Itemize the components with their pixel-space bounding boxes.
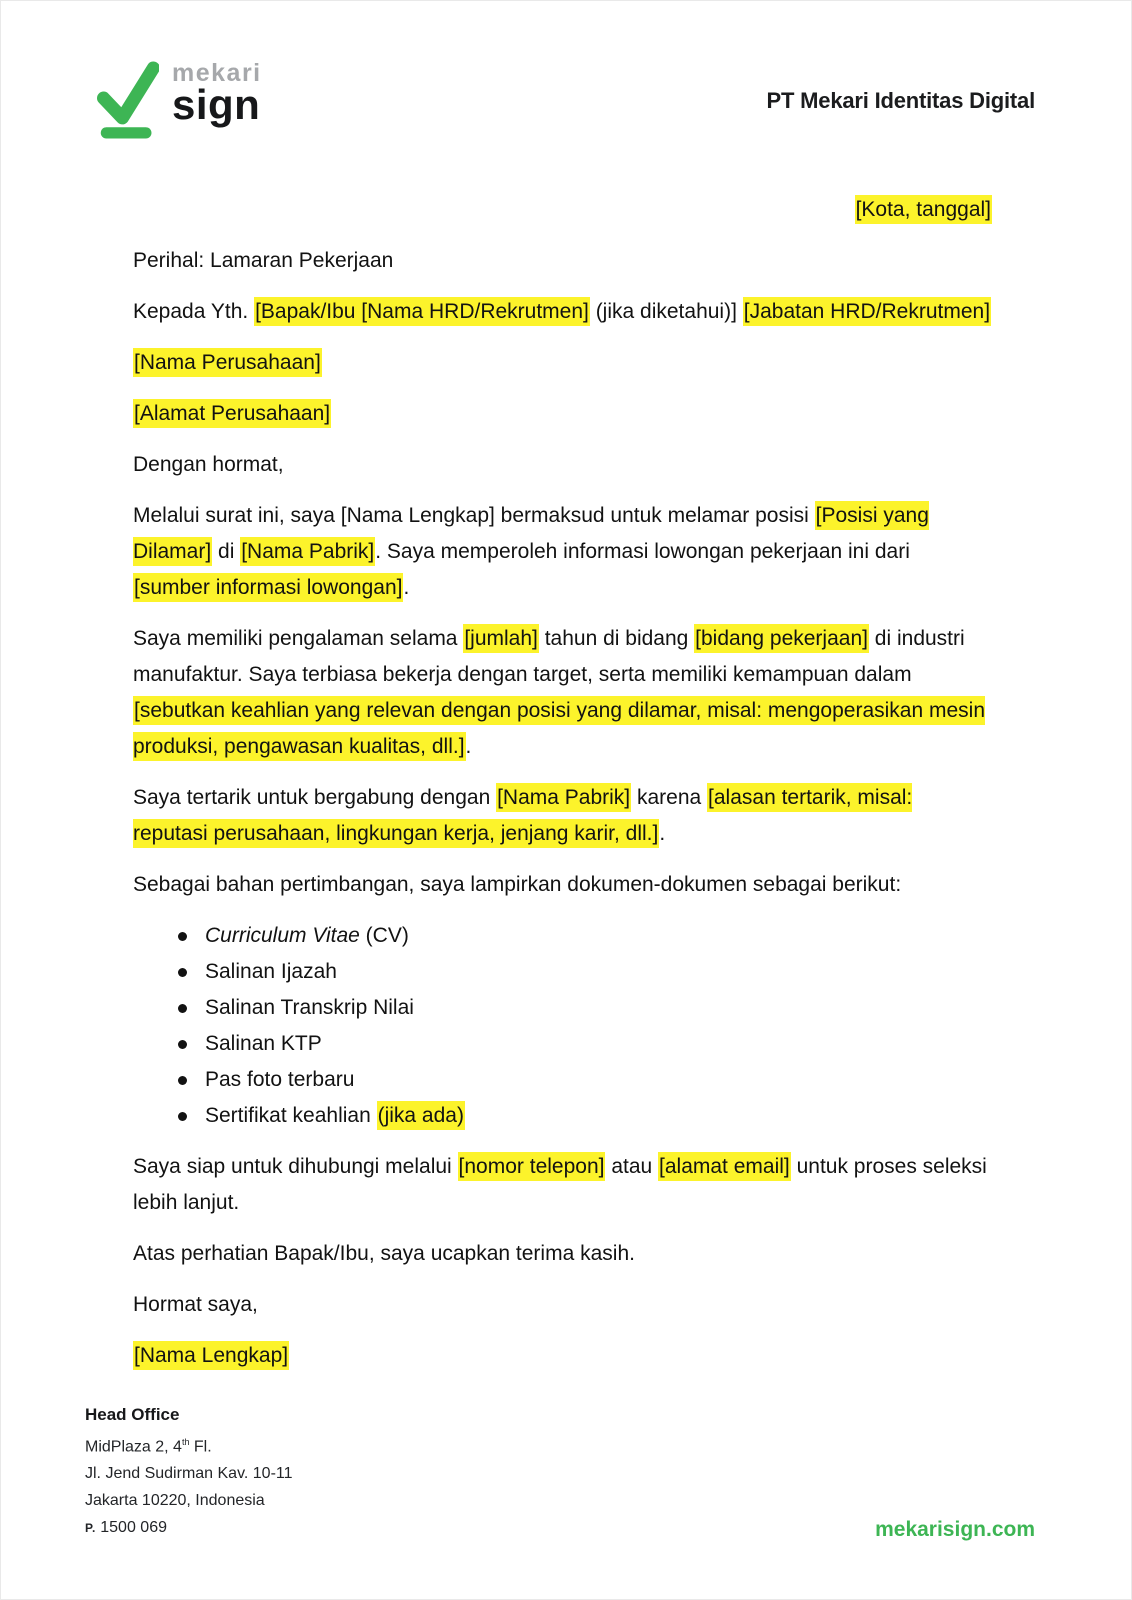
placeholder-highlight: [sumber informasi lowongan] [133,573,403,602]
head-office-label: Head Office [85,1405,180,1424]
text-segment: di [212,540,241,563]
text-segment: Salinan Transkrip Nilai [205,996,414,1019]
logo-sign-text: sign [172,81,261,128]
address-line [85,1460,293,1487]
text-segment: Sebagai bahan pertimbangan, saya lampirkan dokumen-dokumen sebagai berikut: [133,873,902,896]
company-name-placeholder [133,345,992,381]
text-segment: th [181,1437,190,1447]
address-line [85,1429,293,1460]
text-segment: Saya memiliki pengalaman selama [133,627,464,650]
text-segment: . Saya memperoleh informasi lowongan pekerjaan ini dari [375,540,910,563]
subject-line [133,243,992,279]
text-segment: Sertifikat keahlian [205,1104,377,1127]
placeholder-highlight: [Posisi yang Dilamar] [133,501,929,566]
list-item [205,1098,992,1134]
phone-number: 1500 069 [100,1519,167,1537]
letter-body [133,177,992,1389]
thanks-paragraph [133,1236,992,1272]
placeholder-highlight: [alamat email] [658,1152,791,1181]
list-item [205,990,992,1026]
list-item [205,918,992,954]
logo-wordmark [172,60,262,126]
text-segment: . [465,735,472,758]
list-item [205,954,992,990]
text-segment: Fl. [189,1438,212,1456]
logo-underline [101,127,152,138]
address-line [85,1487,293,1514]
placeholder-highlight: [bidang pekerjaan] [694,624,869,653]
text-segment: Kepada Yth. [133,300,255,323]
text-segment: Jl. Jend Sudirman Kav. 10-11 [85,1465,293,1483]
text-segment: atau [605,1155,659,1178]
placeholder-highlight: (jika ada) [377,1101,465,1130]
text-segment: Jakarta 10220, Indonesia [85,1492,265,1510]
text-segment: tahun di bidang [538,627,695,650]
placeholder-highlight: [Kota, tanggal] [855,195,992,224]
logo-mekari-text: mekari [172,59,262,87]
text-segment: . [659,822,666,845]
placeholder-highlight: [jumlah] [463,624,539,653]
text-segment: . [403,576,410,599]
date-line [133,192,992,228]
text-segment: karena [631,786,708,809]
placeholder-highlight: [Nama Perusahaan] [133,348,322,377]
recipient-line [133,294,992,330]
placeholder-highlight: [Bapak/Ibu [Nama HRD/Rekrutmen] [254,297,590,326]
placeholder-highlight: [Nama Pabrik] [240,537,375,566]
closing [133,1287,992,1323]
text-segment: untuk proses seleksi lebih lanjut. [133,1155,987,1214]
text-segment: Saya siap untuk dihubungi melalui [133,1155,458,1178]
attachments-intro [133,867,992,903]
experience-paragraph [133,621,992,765]
list-item [205,1026,992,1062]
text-segment: Saya tertarik untuk bergabung dengan [133,786,497,809]
placeholder-highlight: [sebutkan keahlian yang relevan dengan posisi yang dilamar, misal: mengoperasikan mesin produksi, pengawasan kualitas, dll.] [133,696,985,761]
text-segment: Curriculum Vitae [205,924,360,947]
signature-name [133,1338,992,1374]
mekari-sign-logo [97,60,262,140]
text-segment: Atas perhatian Bapak/Ibu, saya ucapkan terima kasih. [133,1242,635,1265]
phone-line [85,1514,293,1542]
checkmark-icon [97,60,159,140]
placeholder-highlight: [alasan tertarik, misal: reputasi perusahaan, lingkungan kerja, jenjang karir, dll.] [133,783,912,848]
text-segment: MidPlaza 2, 4 [85,1438,182,1456]
phone-label: P. [85,1521,96,1536]
interest-paragraph [133,780,992,852]
text-segment: Salinan KTP [205,1032,322,1055]
head-office-address [85,1429,293,1514]
text-segment: (CV) [359,924,409,947]
opening-paragraph [133,498,992,606]
text-segment: di industri manufaktur. Saya terbiasa bekerja dengan target, serta memiliki kemampuan dalam [133,627,965,686]
salutation [133,447,992,483]
placeholder-highlight: [Nama Lengkap] [133,1341,289,1370]
text-segment: (jika diketahui)] [589,300,743,323]
placeholder-highlight: [nomor telepon] [458,1152,606,1181]
attachments-list [133,918,992,1134]
company-name: PT Mekari Identitas Digital [766,88,1035,113]
text-segment: Melalui surat ini, saya [Nama Lengkap] bermaksud untuk melamar posisi [133,504,815,527]
placeholder-highlight: [Jabatan HRD/Rekrutmen] [743,297,991,326]
text-segment: Pas foto terbaru [205,1068,355,1091]
placeholder-highlight: [Alamat Perusahaan] [133,399,331,428]
company-address-placeholder [133,396,992,432]
text-segment: Perihal: Lamaran Pekerjaan [133,249,394,272]
list-item [205,1062,992,1098]
contact-paragraph [133,1149,992,1221]
text-segment: Hormat saya, [133,1293,258,1316]
website-link[interactable]: mekarisign.com [875,1518,1035,1541]
placeholder-highlight: [Nama Pabrik] [496,783,631,812]
text-segment: Salinan Ijazah [205,960,337,983]
text-segment: Dengan hormat, [133,453,284,476]
head-office-block [85,1401,293,1542]
